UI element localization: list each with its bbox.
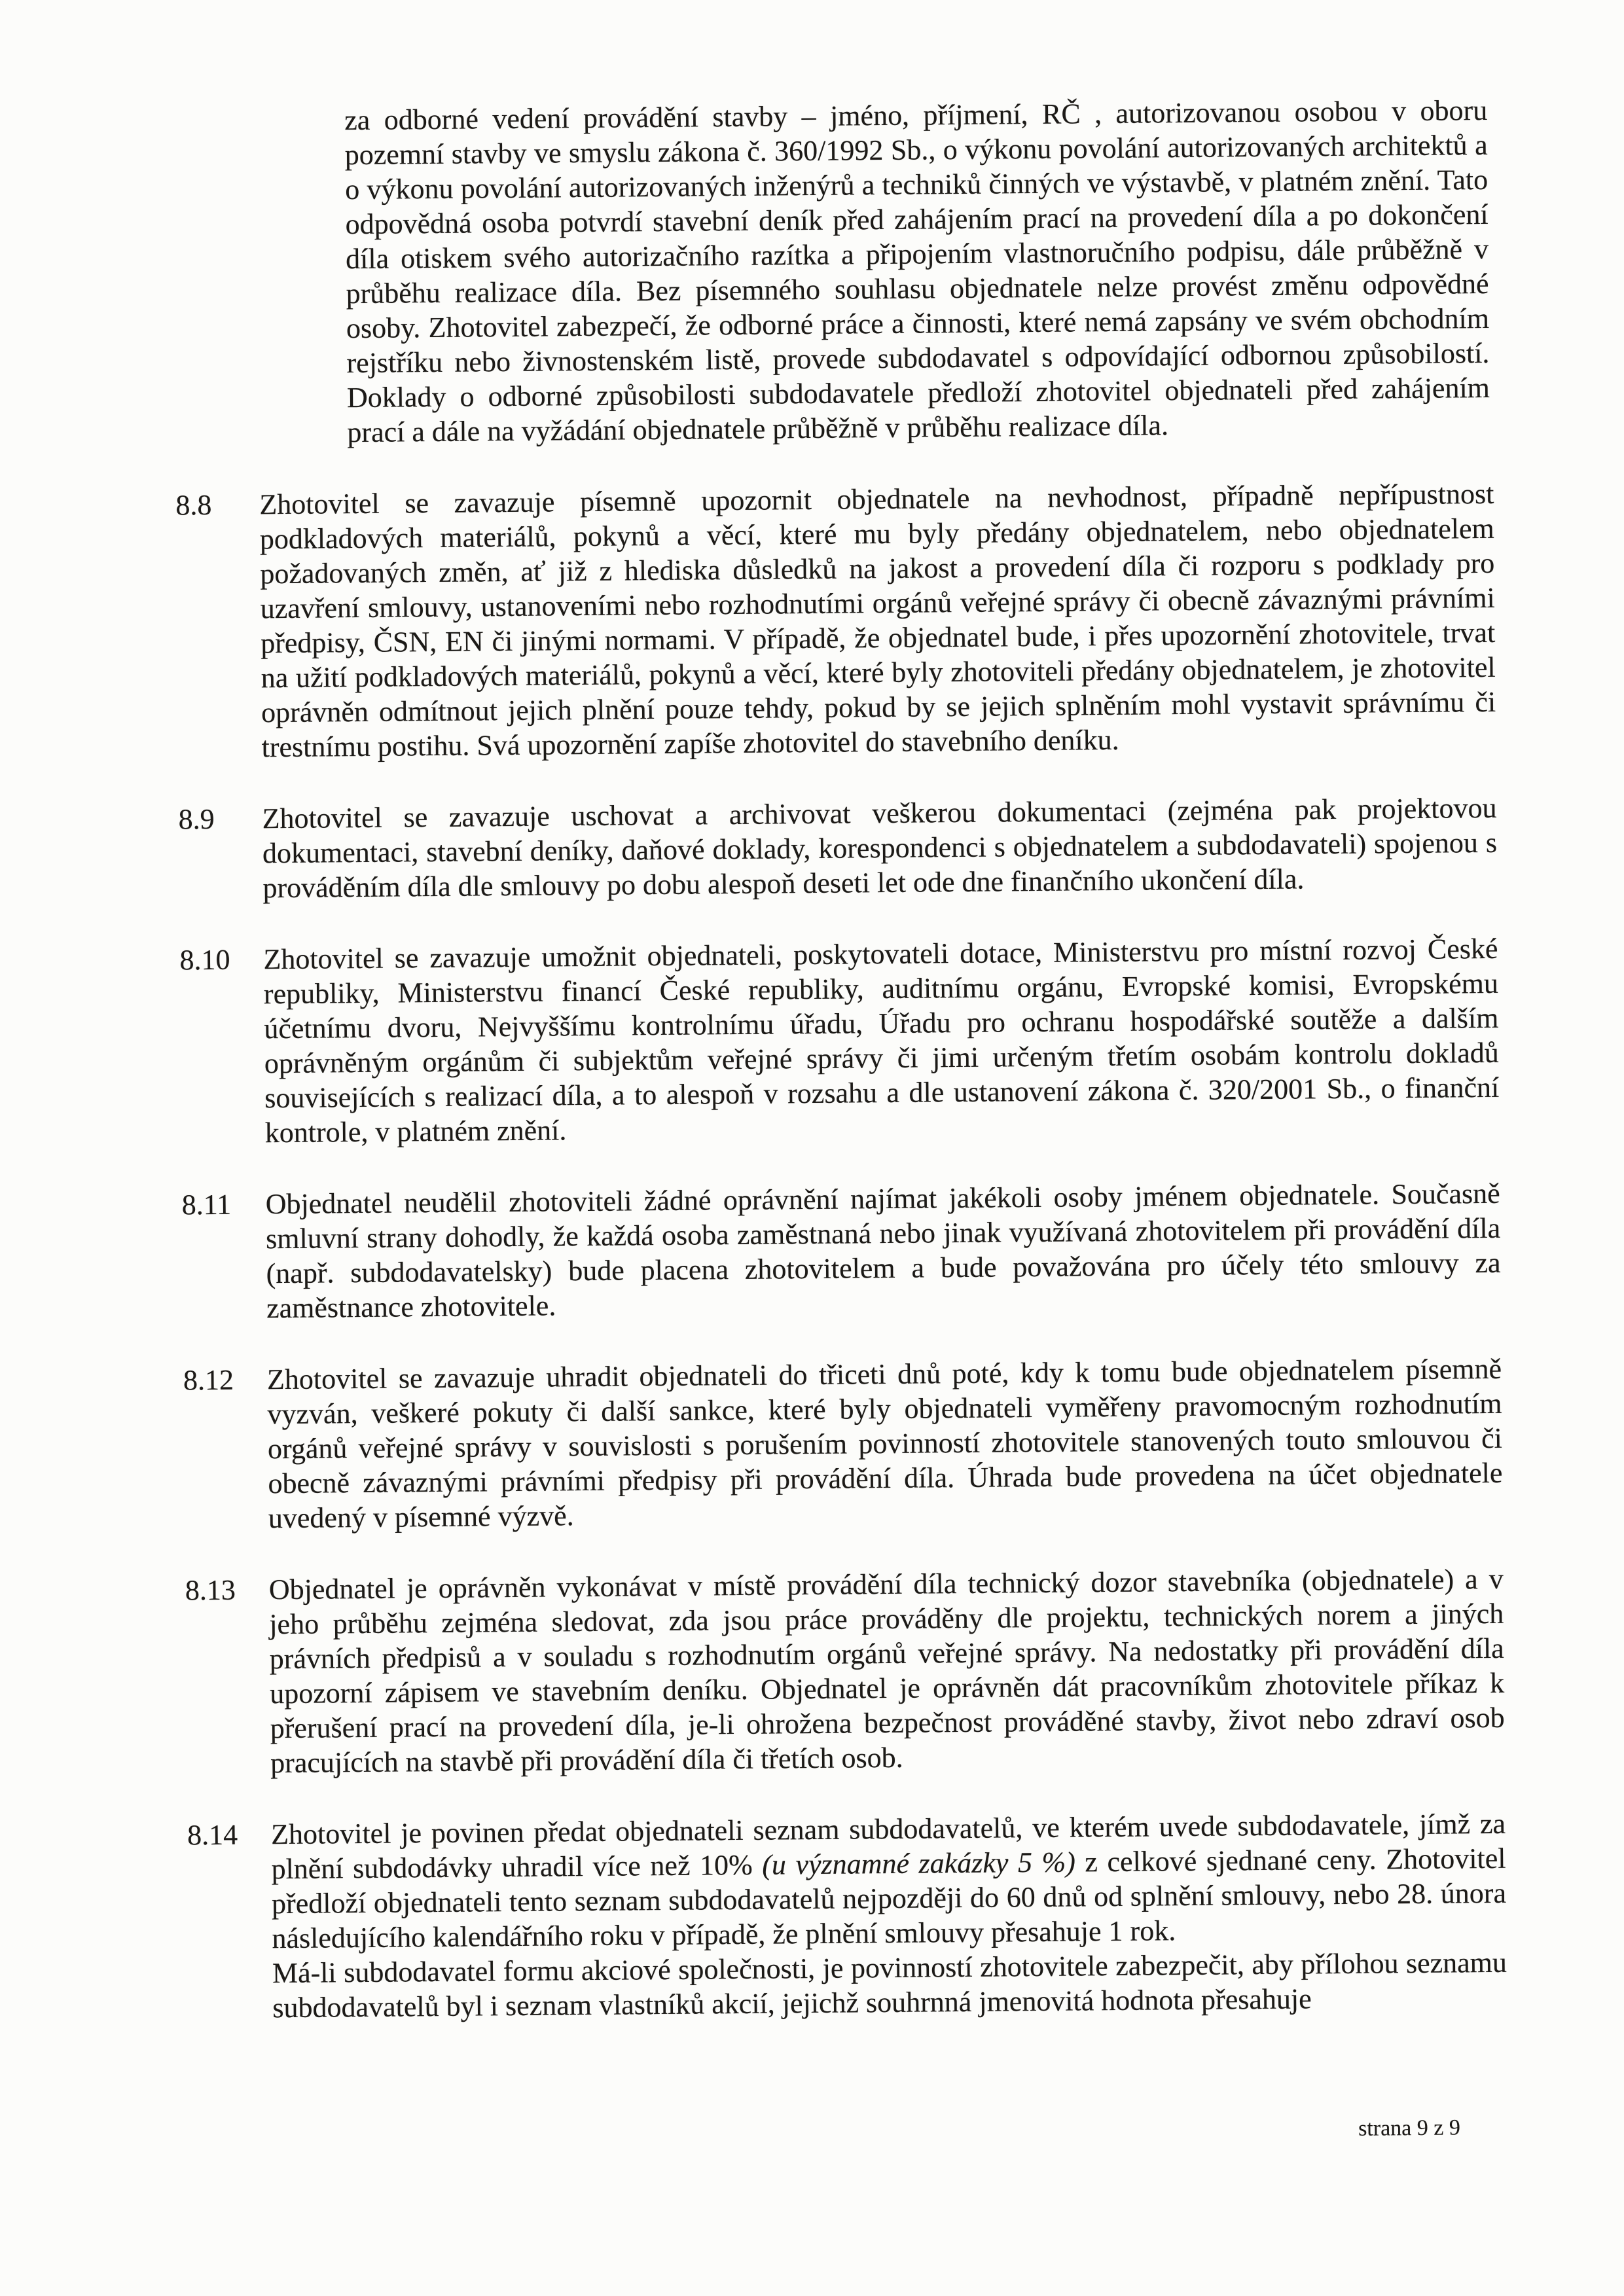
- section-paragraph: [267, 1352, 1503, 1535]
- section-text: [271, 1806, 1507, 2025]
- intro-paragraph: za odborné vedení provádění stavby – jméno, příjmení, RČ , autorizovanou osobou v oboru pozemní stavby ve smyslu zákona č. 360/1992 Sb., o výkonu povolání autorizovaných architektů a o výkonu povolání autorizovaných inženýrů a techniků činných ve výstavbě, v platném znění. Tato odpovědná osoba potvrdí stavební deník před zahájením prací na provedení díla a po dokončení díla otiskem svého autorizačního razítka a připojením vlastnoručního podpisu, dále průběžně v průběhu realizace díla. Bez písemného souhlasu objednatele nelze provést změnu odpovědné osoby. Zhotovitel zabezpečí, že odborné práce a činnosti, které nemá zapsány ve svém obchodním rejstříku nebo živnostenském listě, provede subdodavatel s odpovídající odbornou způsobilostí. Doklady o odborné způsobilosti subdodavatele předloží zhotovitel objednateli před zahájením prací a dále na vyžádání objednatele průběžně v průběhu realizace díla.: [344, 94, 1490, 449]
- section-number: 8.12: [183, 1363, 234, 1397]
- section-number: 8.14: [187, 1818, 238, 1852]
- section-paragraph: [271, 1806, 1507, 1956]
- text-run: Zhotovitel se zavazuje uschovat a archivovat veškerou dokumentaci (zejména pak projektovou dokumentaci, stavební deníky, daňové doklady, korespondenci s objednatelem a subdodavateli) spojenou s prováděním díla dle smlouvy po dobu alespoň deseti let ode dne finančního ukončení díla.: [262, 791, 1498, 905]
- section-text: [265, 1176, 1501, 1325]
- section-paragraph: [265, 1176, 1501, 1325]
- text-run: Zhotovitel se zavazuje uhradit objednateli do třiceti dnů poté, kdy k tomu bude objednatelem písemně vyzván, veškeré pokuty či další sankce, které byly objednateli vyměřeny pravomocným rozhodnutím orgánů veřejné správy v souvislosti s porušením povinností zhotovitele stanovených touto smlouvou či obecně závaznými právními předpisy při provádění díla. Úhrada bude provedena na účet objednatele uvedený v písemné výzvě.: [266, 1352, 1503, 1535]
- section-text: [259, 476, 1496, 764]
- section-text: [263, 931, 1500, 1150]
- text-run: Má-li subdodavatel formu akciové společnosti, je povinností zhotovitele zabezpečit, aby přílohou seznamu subdodavatelů byl i seznam vlastníků akcií, jejichž souhrnná jmenovitá hodnota přesahuje: [272, 1946, 1507, 2024]
- section-number: 8.9: [178, 802, 215, 836]
- text-run: Zhotovitel je povinen předat objednateli seznam subdodavatelů, ve kterém uvede subdodavatele, jímž za plnění subdodávky uhradil více než 10%: [270, 1807, 1506, 1886]
- contract-section: [175, 475, 1621, 765]
- section-number: 8.13: [185, 1573, 236, 1607]
- section-text: [267, 1352, 1503, 1535]
- section-number: 8.8: [175, 488, 212, 522]
- contract-section: [178, 789, 1621, 906]
- text-run: Zhotovitel se zavazuje umožnit objednateli, poskytovateli dotace, Ministerstvu pro místní rozvoj České republiky, Ministerstvu financí České republiky, auditnímu orgánu, Evropské komisi, Evropskému účetnímu dvoru, Nejvyššímu kontrolnímu úřadu, Úřadu pro ochranu hospodářské soutěže a dalším oprávněným orgánům či subjektům veřejné správy či jimi určeným třetím osobám kontrolu dokladů souvisejících s realizací díla, a to alespoň v rozsahu a dle ustanovení zákona č. 320/2001 Sb., o finanční kontrole, v platném znění.: [263, 932, 1500, 1149]
- section-paragraph: [272, 1945, 1507, 2025]
- sections: [0, 475, 1624, 2028]
- section-paragraph: [269, 1562, 1506, 1780]
- contract-section: [183, 1350, 1624, 1536]
- section-text: [269, 1562, 1506, 1780]
- section-paragraph: [259, 476, 1496, 764]
- text-run: z celkové sjednané ceny. Zhotovitel předloží objednateli tento seznam subdodavatelů nejpozději do 60 dnů od splnění smlouvy, nebo 28. února následujícího kalendářního roku v případě, že plnění smlouvy přesahuje 1 rok.: [271, 1842, 1507, 1955]
- contract-section: [179, 930, 1624, 1151]
- contract-section: [185, 1560, 1624, 1781]
- section-text: [262, 791, 1497, 905]
- text-run: Objednatel je oprávněn vykonávat v místě provádění díla technický dozor stavebníka (objednatele) a v jeho průběhu zejména sledovat, zda jsou práce prováděny dle projektu, technických norem a jiných právních předpisů a v souladu s rozhodnutím orgánů veřejné správy. Na nedostatky při provádění díla upozorní zápisem ve stavebním deníku. Objednatel je oprávněn dát pracovníkům zhotovitele příkaz k přerušení prací na provedení díla, je-li ohrožena bezpečnost prováděné stavby, život nebo zdraví osob pracujících na stavbě při provádění díla či třetích osob.: [268, 1562, 1505, 1780]
- text-run: Zhotovitel se zavazuje písemně upozornit objednatele na nevhodnost, případně nepřípustnost podkladových materiálů, pokynů a věcí, které mu byly předány objednatelem, nebo objednatelem požadovaných změn, ať již z hlediska důsledků na jakost a provedení díla či rozporu s podklady pro uzavření smlouvy, ustanoveními nebo rozhodnutími orgánů veřejné správy či obecně závaznými právními předpisy, ČSN, EN či jinými normami. V případě, že objednatel bude, i přes upozornění zhotovitele, trvat na užití podkladových materiálů, pokynů a věcí, které byly zhotoviteli předány objednatelem, je zhotovitel oprávněn odmítnout jejich plnění pouze tehdy, pokud by se jejich splněním mohl vystavit správnímu či trestnímu postihu. Svá upozornění zapíše zhotovitel do stavebního deníku.: [259, 477, 1496, 764]
- contract-section: [187, 1805, 1624, 2026]
- section-paragraph: [262, 791, 1497, 905]
- section-number: 8.10: [179, 943, 230, 977]
- page-number: strana 9 z 9: [1358, 2115, 1461, 2141]
- section-paragraph: [263, 931, 1500, 1150]
- italic-text: (u významné zakázky 5 %): [762, 1846, 1076, 1881]
- text-run: Objednatel neudělil zhotoviteli žádné oprávnění najímat jakékoli osoby jménem objednatele. Současně smluvní strany dohodly, že každá osoba zaměstnaná nebo jinak využívaná zhotovitelem při provádění díla (např. subdodavatelsky) bude placena zhotovitelem a bude považována pro účely této smlouvy za zaměstnance zhotovitele.: [265, 1177, 1501, 1325]
- section-number: 8.11: [181, 1188, 232, 1221]
- contract-section: [181, 1175, 1624, 1326]
